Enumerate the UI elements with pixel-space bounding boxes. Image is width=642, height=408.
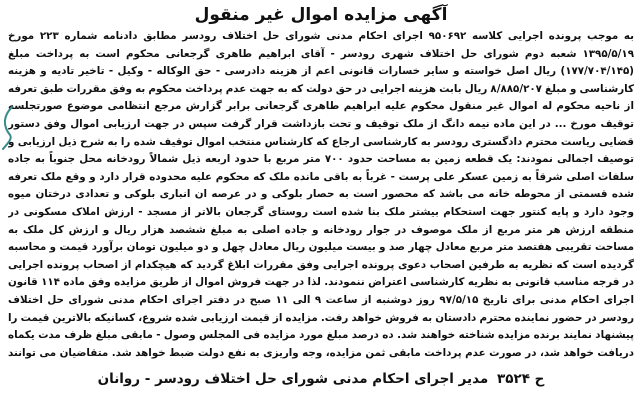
- notice-title: آگهی مزایده اموال غیر منقول: [194, 5, 448, 25]
- notice-reference-code: ح ۳۵۲۴: [496, 371, 545, 387]
- notice-footer: [8, 368, 634, 390]
- notice-body: به موجب پرونده اجرایی کلاسه ۹۵۰۶۹۲ اجرای احکام مدنی شورای حل اختلاف رودسر مطابق دادنامه شماره ۲۲۳ مورخ ۱۳۹۵/۵/۱۹ شعبه دوم شورای حل اختلاف شهری رودسر - آقای ابراهیم طاهری گرجعانی محکوم است به پرداخت مبلغ (۱۷۷/۷۰۴/۱۴۵) ریال اصل خواسته و سایر خسارات قانونی اعم از هزینه دادرسی - حق الوکاله - وکیل - تاخیر تادیه و هزینه کارشناسی و مبلغ ۸/۸۸۵/۲۰۷ ریال بابت هزینه اجرایی در حق دولت که به جهت عدم پرداخت محکوم به وفق مقررات طبق تعرفه از ناحیه محکوم له اموال غیر منقول محکوم علیه ابراهیم طاهری گرجعانی برابر گزارش مرجع انتظامی موضوع صورتجلسه توقیف مورخ ... در این ماده نیمه دانگ از ملک توقیف و تحت بازداشت قرار گرفت سپس در جهت ارزیابی اموال وفق دستور قضایی ریاست محترم دادگستری رودسر به کارشناسی ارجاع که کارشناس منتخب اموال توقیف شده را به شرح ذیل ارزیابی و توصیف اجمالی نمودند: یک قطعه زمین به مساحت حدود ۷۰۰ متر مربع با حدود اربعه ذیل شمالاً رودخانه محل جنوباً به جاده سلفات اصلی شرقاً به زمین عسکر علی پرست - غرباً به باقی مانده ملک که محکوم علیه محدوده قرار دارد و وقع ملک تعرفه شده قسمتی از محوطه خانه می باشد که محصور است به حصار بلوکی و در عرصه ان انباری بلوکی و تعدادی درختان میوه وجود دارد و پایه کنتور جهت استحکام بیشتر ملک بنا شده است روستای گرجعان بالاتر از مسجد - ارزش املاک مسکونی در منطقه ارزش هر متر مربع از ملک موصوف در جوار رودخانه و جاده اصلی به مبلغ ششصد هزار ریال و ارزش کل ملک به مساحت تقریبی هفتصد متر مربع معادل چهار صد و بیست میلیون ریال معادل چهل و دو میلیون تومان برآورد قیمت و محاسبه گردیده است که نظریه به طرفین اصحاب دعوی پرونده اجرایی وفق مقررات ابلاغ گردید که هیچکدام از اصحاب پرونده اجرایی در فرجه مناسب قانونی به نظریه کارشناسی اعتراض ننمودند. لذا در جهت فروش اموال از طریق مزایده وفق ماده ۱۱۴ قانون اجرای احکام مدنی برای تاریخ ۹۷/۵/۱۵ روز دوشنبه از ساعت ۹ الی ۱۱ صبح در دفتر اجرای احکام مدنی شورای حل اختلاف رودسر در حضور نماینده محترم دادستان به فروش خواهد رفت. مزایده از قیمت ارزیابی شده شروع، کسانیکه بالاترین قیمت را پیشنهاد نمایند برنده مزایده شناخته خواهند شد. ده درصد مبلغ مورد مزایده فی المجلس وصول - مابقی مبلغ ظرف مدت یکماه دریافت خواهد شد، در صورت عدم پرداخت مابقی ثمن مزایده، وجه واریزی به نفع دولت ضبط خواهد شد. متقاضیان می توانند: [8, 30, 634, 359]
- notice-signature: مدیر اجرای احکام مدنی شورای حل اختلاف رودسر - روانان: [97, 371, 489, 387]
- pen-mark-icon: [0, 105, 14, 151]
